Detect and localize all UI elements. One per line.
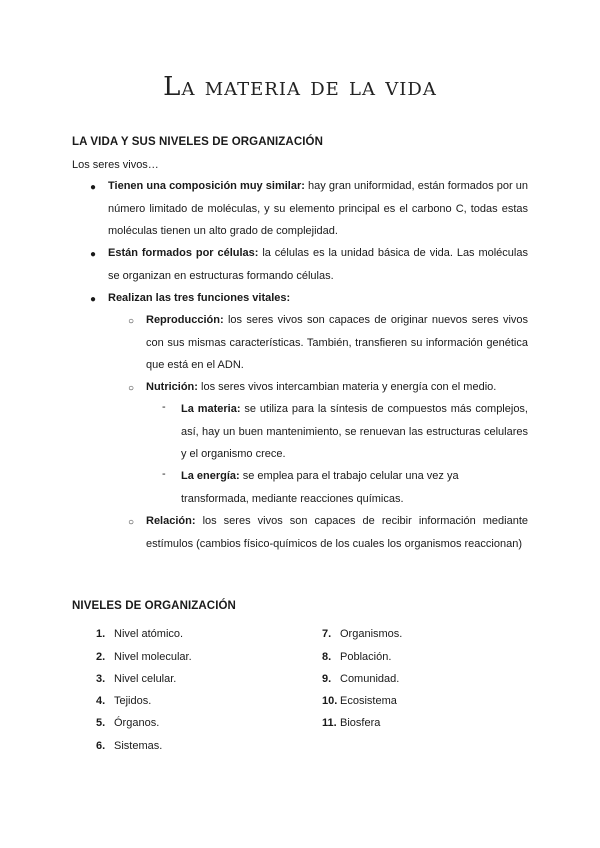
- bullet-marker: ●: [90, 182, 97, 193]
- bullet-bold: Tienen una composición muy similar:: [108, 180, 305, 192]
- function-relation: [146, 510, 528, 555]
- circle-marker: ○: [128, 517, 135, 528]
- list-item: 4. Tejidos.: [96, 695, 152, 707]
- list-item: 2. Nivel molecular.: [96, 651, 192, 663]
- list-item: 11. Biosfera: [322, 717, 381, 729]
- list-item: 10. Ecosistema: [322, 695, 397, 707]
- function-reproduction: [146, 309, 528, 377]
- list-item: 3. Nivel celular.: [96, 673, 177, 685]
- circle-marker: ○: [128, 316, 135, 327]
- section-heading-levels: NIVELES DE ORGANIZACIÓN: [72, 600, 236, 612]
- bullet-marker: ●: [90, 294, 97, 305]
- bullet-composition: [108, 175, 528, 243]
- bullet-text: la células es la unidad básica de vida. Las moléculas se organizan en estructuras formando células.: [108, 247, 528, 282]
- function-bold: Reproducción:: [146, 314, 224, 326]
- page-title: La materia de la vida: [163, 72, 437, 102]
- dash-marker: -: [162, 468, 166, 480]
- function-bold: Relación:: [146, 515, 196, 527]
- function-text: los seres vivos intercambian materia y energía con el medio.: [197, 381, 497, 393]
- function-nutrition: [146, 376, 528, 399]
- function-bold: Nutrición:: [146, 381, 198, 393]
- nutrition-bold: La materia:: [181, 403, 241, 415]
- bullet-cells: [108, 242, 528, 287]
- bullet-text: hay gran uniformidad, están formados por un número limitado de moléculas, y su elemento principal es el carbono C, todas estas moléculas tienen un alto grado de complejidad.: [108, 180, 529, 237]
- function-text: los seres vivos son capaces de recibir información mediante estímulos (cambios físico-químicos de los cuales los organismos reaccionan): [146, 515, 528, 550]
- nutrition-matter: [181, 398, 528, 466]
- nutrition-text: se utiliza para la síntesis de compuestos más complejos, así, hay un buen mantenimiento, se renuevan las estructuras celulares y el organismo crece.: [181, 403, 528, 460]
- circle-marker: ○: [128, 383, 135, 394]
- list-item: 7. Organismos.: [322, 628, 403, 640]
- list-item: 5. Órganos.: [96, 717, 160, 729]
- section-heading-life: LA VIDA Y SUS NIVELES DE ORGANIZACIÓN: [72, 136, 323, 148]
- list-item: 6. Sistemas.: [96, 740, 163, 752]
- dash-marker: -: [162, 401, 166, 413]
- bullet-bold: Realizan las tres funciones vitales:: [108, 292, 291, 304]
- bullet-marker: ●: [90, 249, 97, 260]
- nutrition-energy: [181, 465, 528, 510]
- nutrition-text: se emplea para el trabajo celular una vez ya transformada, mediante reacciones químicas.: [181, 470, 459, 505]
- nutrition-bold: La energía:: [181, 470, 240, 482]
- list-item: 8. Población.: [322, 651, 392, 663]
- intro-text: Los seres vivos…: [72, 159, 159, 171]
- bullet-functions: [108, 287, 528, 310]
- bullet-bold: Están formados por células:: [108, 247, 259, 259]
- list-item: 9. Comunidad.: [322, 673, 400, 685]
- list-item: 1. Nivel atómico.: [96, 628, 184, 640]
- function-text: los seres vivos son capaces de originar nuevos seres vivos con sus mismas características. También, transfieren su información genética que está en el ADN.: [146, 314, 528, 371]
